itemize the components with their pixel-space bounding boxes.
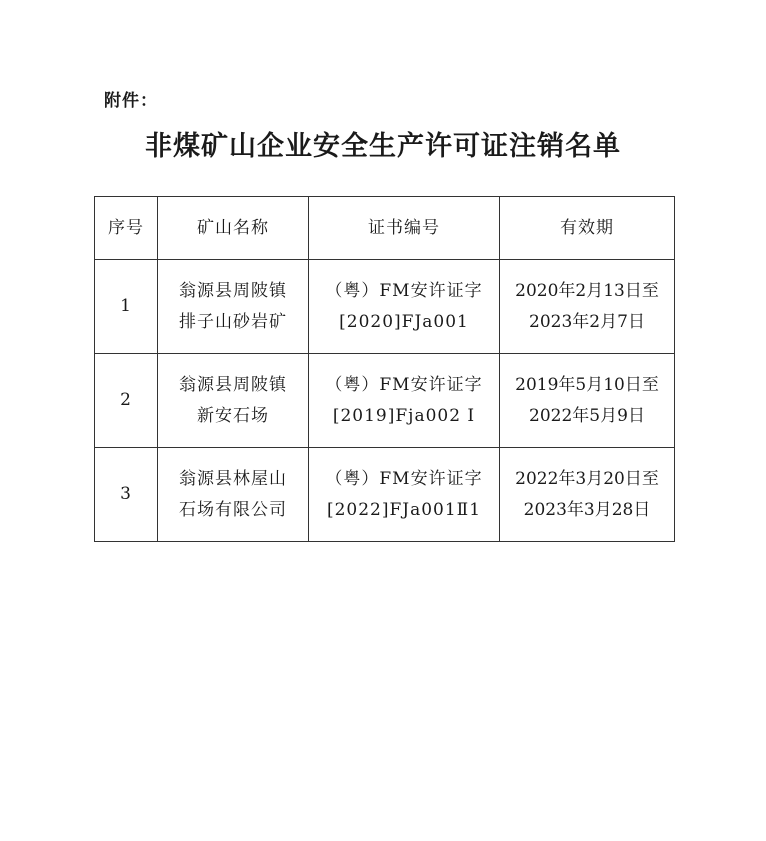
validity-line: 2022年5月9日 xyxy=(529,405,645,426)
row-cert-no xyxy=(309,260,500,354)
table-body xyxy=(95,260,675,542)
cert-no-line: （粤）FM安许证字 xyxy=(325,468,483,489)
row-mine-name xyxy=(158,448,309,542)
table-row xyxy=(95,260,675,354)
mine-name-line: 翁源县周陂镇 xyxy=(179,280,287,301)
row-cert-no xyxy=(309,354,500,448)
table-row xyxy=(95,448,675,542)
cert-no-line: （粤）FM安许证字 xyxy=(325,280,483,301)
header-index: 序号 xyxy=(95,197,158,260)
validity-line: 2019年5月10日至 xyxy=(515,374,659,395)
cert-no-line: [2019]Fja002 I xyxy=(332,405,476,426)
row-index: 1 xyxy=(95,260,158,354)
mine-name-line: 翁源县林屋山 xyxy=(179,468,287,489)
mine-name-line: 新安石场 xyxy=(197,405,269,426)
header-row xyxy=(95,197,675,260)
table-row xyxy=(95,354,675,448)
row-index: 2 xyxy=(95,354,158,448)
document-title: 非煤矿山企业安全生产许可证注销名单 xyxy=(145,131,621,162)
mine-name-line: 翁源县周陂镇 xyxy=(179,374,287,395)
row-index: 3 xyxy=(95,448,158,542)
validity-line: 2023年2月7日 xyxy=(529,311,645,332)
cert-no-line: [2022]FJa001Ⅱ1 xyxy=(326,499,482,520)
row-validity xyxy=(500,448,675,542)
table-header xyxy=(95,197,675,260)
row-mine-name xyxy=(158,354,309,448)
validity-line: 2022年3月20日至 xyxy=(515,468,659,489)
cert-no-line: [2020]FJa001 xyxy=(339,311,469,332)
mine-name-line: 排子山砂岩矿 xyxy=(179,311,287,332)
revocation-table xyxy=(94,196,675,542)
header-mine-name: 矿山名称 xyxy=(158,197,309,260)
validity-line: 2020年2月13日至 xyxy=(515,280,659,301)
cert-no-line: （粤）FM安许证字 xyxy=(325,374,483,395)
row-mine-name xyxy=(158,260,309,354)
row-validity xyxy=(500,354,675,448)
header-cert-no: 证书编号 xyxy=(309,197,500,260)
header-validity: 有效期 xyxy=(500,197,675,260)
validity-line: 2023年3月28日 xyxy=(523,499,651,520)
attachment-label: 附件： xyxy=(104,91,158,111)
mine-name-line: 石场有限公司 xyxy=(179,499,287,520)
row-validity xyxy=(500,260,675,354)
row-cert-no xyxy=(309,448,500,542)
